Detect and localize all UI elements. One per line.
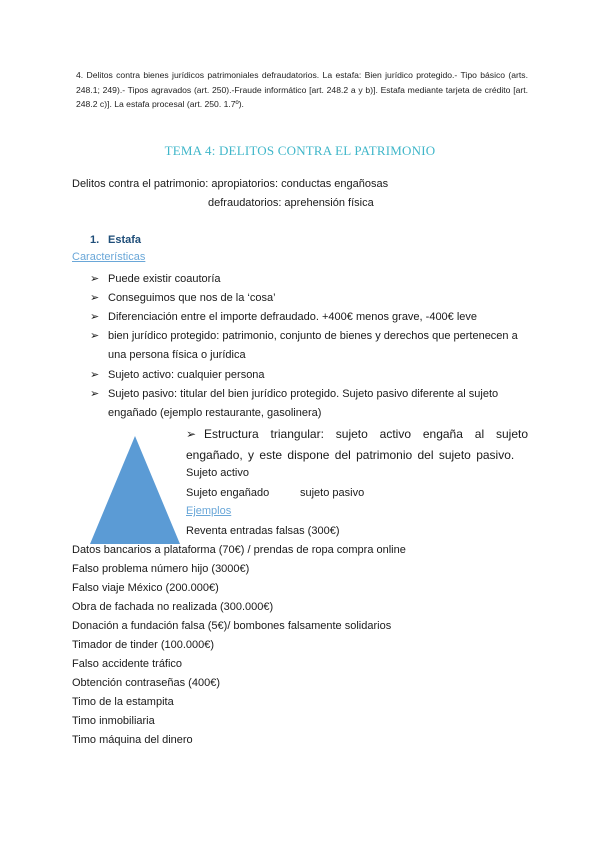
bullet-text: Diferenciación entre el importe defraudado. +400€ menos grave, -400€ leve	[108, 311, 478, 323]
example-item: Timo de la estampita	[72, 696, 174, 708]
bullet-text: bien jurídico protegido: patrimonio, conjunto de bienes y derechos que pertenecen a	[108, 330, 518, 342]
example-item: Reventa entradas falsas (300€)	[186, 525, 340, 537]
example-item: Timo inmobiliaria	[72, 715, 155, 727]
bullet-text: Puede existir coautoría	[108, 273, 221, 285]
example-item: Timo máquina del dinero	[72, 734, 193, 746]
example-item: Falso problema número hijo (3000€)	[72, 563, 250, 575]
arrow-bullet-icon: ➢	[90, 388, 100, 400]
arrow-bullet-icon: ➢	[90, 369, 100, 381]
bullet-text: Sujeto pasivo: titular del bien jurídico protegido. Sujeto pasivo diferente al sujeto	[108, 388, 499, 400]
example-item: Timador de tinder (100.000€)	[72, 639, 215, 651]
bullet-text: Sujeto activo: cualquier persona	[108, 369, 265, 381]
example-item: Obtención contraseñas (400€)	[72, 677, 220, 689]
example-item: Donación a fundación falsa (5€)/ bombones falsamente solidarios	[72, 620, 392, 632]
structure-text: Estructura triangular: sujeto activo engaña al sujeto engañado, y este dispone del patrimonio del sujeto pasivo.	[186, 427, 528, 462]
example-item: Falso accidente tráfico	[72, 658, 183, 670]
overview-line-1: Delitos contra el patrimonio: apropiatorios: conductas engañosas	[72, 178, 389, 190]
arrow-bullet-icon: ➢	[90, 292, 100, 304]
section-number: 1.	[90, 234, 100, 246]
examples-link[interactable]: Ejemplos	[186, 505, 232, 517]
arrow-bullet-icon: ➢	[90, 273, 100, 285]
section-title: Estafa	[108, 234, 142, 246]
page-title: TEMA 4: DELITOS CONTRA EL PATRIMONIO	[164, 143, 436, 158]
arrow-bullet-icon: ➢	[90, 330, 100, 342]
triangle-shape	[90, 436, 180, 544]
apex-label: Sujeto activo	[186, 467, 249, 479]
example-item: Datos bancarios a plataforma (70€) / prendas de ropa compra online	[72, 544, 406, 556]
example-item: Falso viaje México (200.000€)	[72, 582, 219, 594]
arrow-bullet-icon: ➢	[90, 311, 100, 323]
characteristics-link[interactable]: Características	[72, 251, 146, 263]
left-vertex-label: Sujeto engañado	[186, 487, 270, 499]
syllabus-intro: 4. Delitos contra bienes jurídicos patrimoniales defraudatorios. La estafa: Bien jurídico protegido.- Tipo básico (arts. 248.1; 249).- Tipos agravados (art. 250).-Fraude informático [art. 248.2 a y b)]. Estafa mediante tarjeta de crédito [art. 248.2 c)]. La estafa procesal (art. 250. 1.7º).	[76, 70, 528, 109]
bullet-text-continued: engañado (ejemplo restaurante, gasolinera)	[108, 407, 322, 419]
bullet-text-continued: una persona física o jurídica	[108, 349, 246, 361]
triangle-diagram	[90, 436, 180, 544]
section-heading	[90, 234, 141, 246]
structure-paragraph	[186, 424, 528, 466]
bullet-text: Conseguimos que nos de la ‘cosa’	[108, 292, 276, 304]
arrow-bullet-icon: ➢	[186, 427, 197, 441]
right-vertex-label: sujeto pasivo	[300, 487, 365, 499]
example-item: Obra de fachada no realizada (300.000€)	[72, 601, 274, 613]
overview-line-2: defraudatorios: aprehensión física	[208, 197, 374, 209]
